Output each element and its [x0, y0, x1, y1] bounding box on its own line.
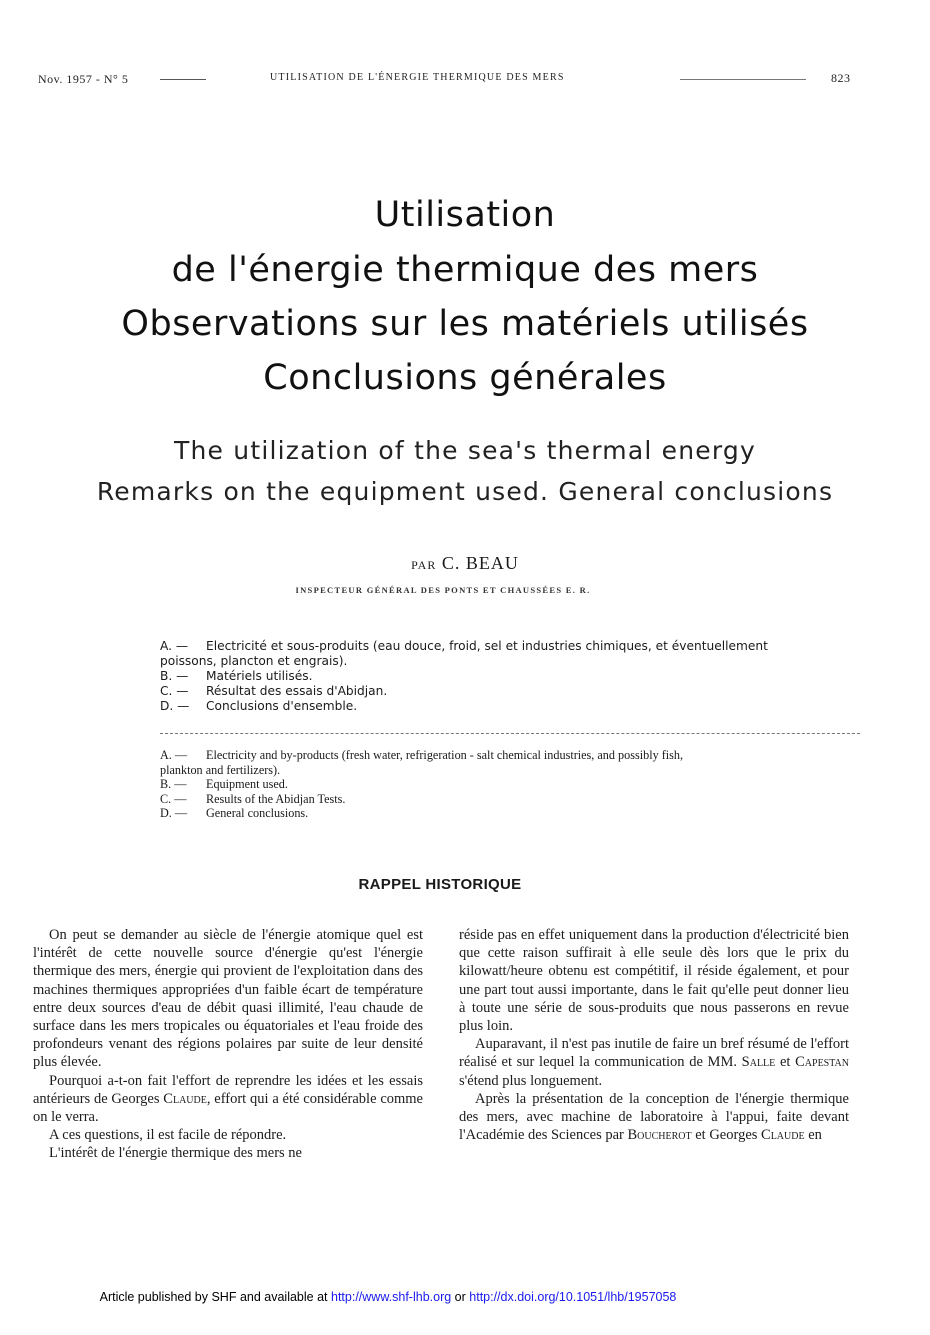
outline-fr-item-d	[160, 699, 860, 714]
outline-text: Electricité et sous-produits (eau douce, froid, sel et industries chimiques, et éventuellement	[206, 639, 768, 653]
author-name: C. BEAU	[441, 553, 519, 573]
footer-link-journal[interactable]: http://www.shf-lhb.org	[331, 1290, 452, 1304]
running-head-issue: Nov. 1957 - N° 5	[38, 72, 129, 86]
body-column-left	[33, 926, 423, 1163]
title-fr-line-2: de l'énergie thermique des mers	[171, 250, 759, 290]
outline-separator	[160, 733, 860, 734]
outline-fr-item-b	[160, 669, 860, 684]
outline-en-item-d	[160, 806, 860, 821]
title-fr-line-3: Observations sur les matériels utilisés	[121, 304, 809, 344]
outline-key: B. —	[160, 669, 189, 683]
person-name: Salle	[741, 1054, 776, 1071]
text-run: et Georges	[691, 1127, 762, 1144]
text-run: , effort qui a été considérable comme on le verra.	[33, 1090, 423, 1126]
footer-middle: or	[451, 1290, 470, 1304]
outline-text: Conclusions d'ensemble.	[206, 699, 358, 713]
outline-en-item-b	[160, 777, 860, 792]
byline-par: PAR	[411, 558, 437, 572]
running-head-title: UTILISATION DE L'ÉNERGIE THERMIQUE DES MERS	[270, 72, 565, 83]
outline-text: Résultat des essais d'Abidjan.	[206, 684, 388, 698]
outline-text: Results of the Abidjan Tests.	[206, 791, 346, 806]
text-run: s'étend plus longuement.	[459, 1072, 603, 1089]
outline-continuation: plankton and fertilizers).	[160, 762, 281, 777]
publication-footer	[0, 1290, 776, 1304]
title-fr-line-4: Conclusions générales	[263, 358, 667, 398]
footer-link-doi[interactable]: http://dx.doi.org/10.1051/lhb/1957058	[469, 1290, 677, 1304]
outline-key: A. —	[160, 639, 189, 653]
outline-fr-item-a	[160, 639, 860, 669]
outline-en	[160, 748, 860, 821]
paragraph	[459, 1035, 849, 1090]
footer-prefix: Article published by SHF and available at	[99, 1290, 331, 1304]
outline-text: Electricity and by-products (fresh water, refrigeration - salt chemical industries, and possibly fish,	[206, 748, 684, 762]
outline-fr-item-c	[160, 684, 860, 699]
author-affiliation: INSPECTEUR GÉNÉRAL DES PONTS ET CHAUSSÉES E. R.	[295, 585, 591, 595]
body-column-right	[459, 926, 849, 1144]
text-run: Après la présentation de la conception de l'énergie thermique des mers, avec machine de laboratoire à l'appui, faite devant l'Académie des Sciences par	[459, 1090, 849, 1144]
outline-key: D. —	[160, 699, 190, 713]
title-en-line-1: The utilization of the sea's thermal energy	[174, 436, 756, 465]
paragraph: On peut se demander au siècle de l'énergie atomique quel est l'intérêt de cette nouvelle source d'énergie qu'est l'énergie thermique des mers, énergie qui provient de l'exploitation dans des machines thermiques appropriées d'un faible écart de température entre deux sources d'eau de débit quasi illimité, l'eau chaude de surface dans les mers tropicales ou équatoriales et l'eau froide des profondeurs venant des régions polaires par suite de leur densité plus élevée.	[33, 927, 423, 1071]
outline-fr	[160, 639, 860, 714]
person-name: Claude	[163, 1090, 207, 1107]
outline-key: C. —	[160, 684, 189, 698]
text-run: en	[804, 1127, 822, 1144]
section-heading: RAPPEL HISTORIQUE	[358, 876, 522, 893]
title-fr-line-1: Utilisation	[374, 195, 556, 235]
person-name: Claude	[761, 1127, 805, 1144]
paragraph: A ces questions, il est facile de répondre.	[49, 1127, 287, 1144]
outline-key: D. —	[160, 806, 188, 820]
header-rule-right	[680, 79, 806, 80]
outline-key: A. —	[160, 748, 188, 762]
outline-key: B. —	[160, 777, 187, 791]
text-run: et	[775, 1054, 796, 1071]
outline-continuation: poissons, plancton et engrais).	[160, 654, 348, 668]
page-number: 823	[831, 71, 851, 85]
paragraph	[459, 1090, 849, 1145]
outline-text: General conclusions.	[206, 806, 309, 820]
outline-key: C. —	[160, 791, 187, 806]
header-rule-left	[160, 79, 206, 80]
outline-text: Matériels utilisés.	[206, 669, 313, 683]
title-en-line-2: Remarks on the equipment used. General conclusions	[96, 477, 834, 506]
outline-en-item-c	[160, 792, 860, 807]
paragraph: réside pas en effet uniquement dans la production d'électricité bien que cette raison suffirait à elle seule dès lors que le prix du kilowatt/heure obtenu est compétitif, il réside également, et pour une part tout aussi importante, dans le fait qu'elle peut donner lieu à toute une série de sous-produits que nous passerons en revue plus loin.	[459, 927, 849, 1035]
paragraph: L'intérêt de l'énergie thermique des mers ne	[49, 1145, 302, 1162]
text-run: Pourquoi a-t-on fait l'effort de reprendre les idées et les essais antérieurs de Georges	[33, 1072, 423, 1107]
outline-en-item-a	[160, 748, 860, 777]
paragraph	[33, 1072, 423, 1127]
person-name: Boucherot	[627, 1127, 692, 1144]
text-run: Auparavant, il n'est pas inutile de faire un bref résumé de l'effort réalisé et sur lequel la communication de MM.	[459, 1036, 849, 1071]
byline	[0, 553, 930, 574]
person-name: Capestan	[795, 1054, 849, 1071]
outline-text: Equipment used.	[206, 777, 288, 791]
